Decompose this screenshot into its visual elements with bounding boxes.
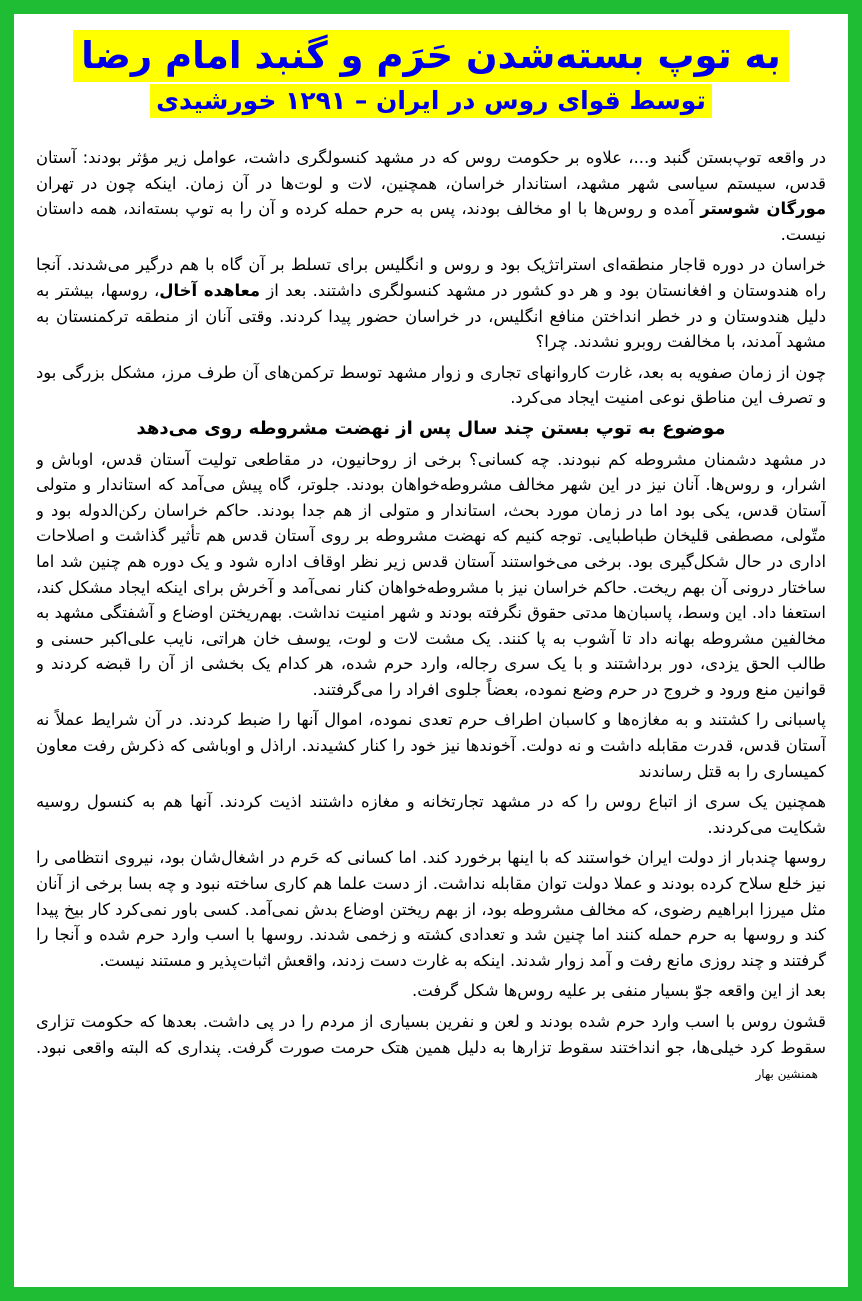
paragraph-1 — [36, 145, 826, 247]
paragraph-5: پاسبانی را کشتند و به مغازه‌ها و کاسبان اطراف حرم تعدی نموده، اموال آنها را ضبط کردند. در آن شرایط عملاً نه آستان قدس، قدرت مقابله داشت و نه دولت. آخوندها نیز خود را کنار کشیدند. اراذل و اوباشی که ذکرش رفت معاون کمیساری را به قتل رساندند — [36, 710, 826, 781]
page-subtitle: توسط قوای روس در ایران – ۱۲۹۱ خورشیدی — [150, 84, 712, 118]
paragraph-8: بعد از این واقعه جوّ بسیار منفی بر علیه روس‌ها شکل گرفت. — [412, 981, 826, 1001]
paragraph-1-text-a: در واقعه توپ‌بستن گنبد و...، علاوه بر حکومت روس که در مشهد کنسولگری داشت، عوامل زیر مؤثر بودند: آستان قدس، سیستم سیاسی شهر مشهد، استاندار خراسان، همچنین، لات و لوت‌ها در آن زمان. اینکه چون در تهران — [36, 148, 826, 193]
paragraph-2 — [36, 252, 826, 354]
paragraph-9 — [36, 1009, 826, 1088]
paragraph-6: همچنین یک سری از اتباع روس را که در مشهد تجارتخانه و مغازه داشتند اذیت کردند. آنها هم به کنسول روسیه شکایت می‌کردند. — [36, 792, 826, 837]
signature: همنشین بهار — [755, 1067, 818, 1082]
paragraph-4: در مشهد دشمنان مشروطه کم نبودند. چه کسانی؟ برخی از روحانیون، در مقاطعی تولیت آستان قدس، اوباش و اشرار، و روس‌ها. آنان نیز در این شهر مخالف مشروطه‌خواهان بودند. جلوتر، گاه پیش می‌آمد که استاندار و متولی آستان قدس، یکی بود اما در زمان مورد بحث، استاندار و متولی از هم جدا بودند. حاکم خراسان رکن‌الدوله بود و متّولی، مصطفی قلیخان طباطبایی. توجه کنیم که نهضت مشروطه بر روی آستان قدس هم تأثیر گذاشت و اصلاحات اداری در حال شکل‌گیری بود. برخی می‌خواستند آستان قدس زیر نظر اوقاف اداره شود و یک دوره هم چنین شد اما ساختار درونی آن بهم ریخت. حاکم خراسان نیز با مشروطه‌خواهان کنار نمی‌آمد و آخرش برای اینکه ایجاد مشکل کند، استعفا داد. این وسط، پاسبان‌ها مدتی حقوق نگرفته بودند و شهر امنیت نداشت. بهم‌ریختن اوضاع و آشفتگی مشهد به مخالفین مشروطه بهانه داد تا آشوب به پا کنند. یک مشت لات و لوت، یوسف خان هراتی، نایب علی‌اکبر حسنی و طالب الحق یزدی، دور برداشتند و با یک سری رجاله، وارد حرم شده، هر کدام یک بخشی از آن را قبضه کردند و قوانین منع ورود و خروج در حرم وضع نموده، بعضاً جلوی افراد را می‌گرفتند. — [36, 449, 826, 699]
paragraph-2-text-a: خراسان در دوره قاجار منطقه‌ای استراتژیک بود و روس و انگلیس برای تسلط بر آن گاه با هم درگیر می‌شدند. آنجا راه هندوستان و افغانستان بود و هر دو کشور در مشهد کنسولگری داشتند. بعد از — [36, 255, 826, 300]
paragraph-2-text-b: ، روسها، بیشتر به دلیل هندوستان و در خطر انداختن منافع انگلیس، در خراسان حضور پیدا کردند. وقتی آنان از منطقه ترکمنستان به مشهد آمدند، با مخالفت روبرو نشدند. چرا؟ — [36, 280, 826, 352]
paragraph-2-bold: معاهده آخال — [159, 280, 260, 300]
paragraph-3: چون از زمان صفویه به بعد، غارت کاروانهای تجاری و زوار مشهد توسط ترکمن‌های آن طرف مرز، مشکل بزرگی بود و تصرف این مناطق نوعی امنیت ایجاد می‌کرد. — [36, 362, 826, 408]
page-title: به توپ بسته‌شدن حَرَم و گنبد امام رضا — [73, 30, 789, 82]
paragraph-9-text: قشون روس با اسب وارد حرم شده بودند و لعن و نفرین بسیاری از مردم را در پی داشت. بعدها که حکومت تزاری سقوط کرد خیلی‌ها، جو انداختند سقوط تزارها به دلیل همین هتک حرمت صورت گرفت. پنداری که البته واقعی نبود. — [36, 1012, 826, 1057]
section-heading: موضوع به توپ بستن چند سال پس از نهضت مشروطه روی می‌دهد — [136, 417, 726, 439]
header — [14, 30, 848, 118]
paragraph-7: روسها چندبار از دولت ایران خواستند که با اینها برخورد کند. اما کسانی که حَرم در اشغال‌شان بود، نیروی انتظامی را نیز خلع سلاح کرده بودند و عملا دولت توان مقابله نداشت. از دست علما هم کاری ساخته نبود و چه بسا برخی از آنان مثل میرزا ابراهیم رضوی، که مخالف مشروطه بود، از بهم ریختن اوضاع بدش نمی‌آمد. کسی باور نمی‌کرد کار بیخ پیدا کند و روسها به حرم حمله کنند اما چنین شد و تعدادی کشته و زخمی شدند. روسها با اسب وارد حرم شده و آنجا را گرفتند و چند روزی مانع رفت و آمد زوار شدند. اینکه به غارت دست زدند، واقعش اثبات‌پذیر و مستند نیست. — [36, 848, 826, 970]
paragraph-1-bold: مورگان شوستر — [700, 199, 826, 219]
article-body — [36, 145, 826, 1287]
paragraph-1-text-b: آمده و روس‌ها با او مخالف بودند، پس به حرم حمله کرده و آن را به توپ بسته‌اند، همه داستان نیست. — [36, 199, 826, 244]
